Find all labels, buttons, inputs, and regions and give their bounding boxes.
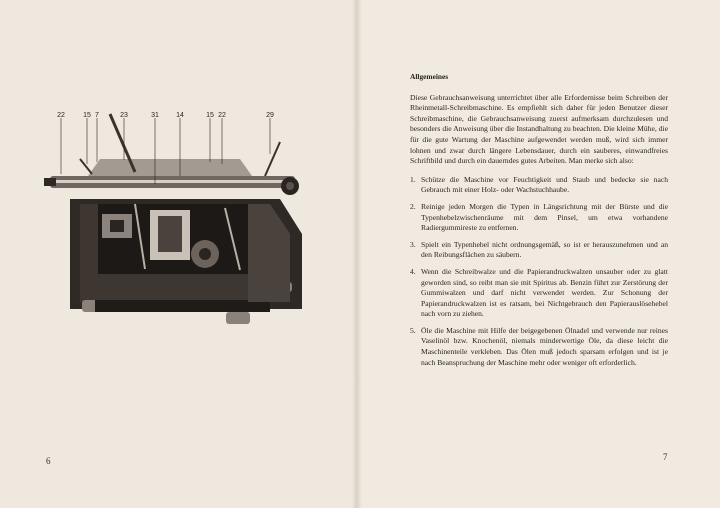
section-heading: Allgemeines — [410, 72, 449, 81]
callout-label: 15 — [83, 112, 91, 119]
list-item — [410, 240, 668, 261]
callout-label: 15 — [206, 112, 214, 119]
typewriter-drawing — [40, 104, 320, 334]
item-text: Wenn die Schreibwalze und die Papierandruckwalzen unsauber oder zu glatt geworden sind, so reibt man sie mit Spiritus ab. Benzin führt zur Zerstörung der Gummiwalzen und darf nicht verwendet werden. Zur Schonung der Papierandruckwalzen ist es ratsam, bei Nichtgebrauch den Papierauslösehebel nach vorn zu ziehen. — [421, 266, 668, 319]
callout-label: 22 — [218, 112, 226, 119]
typewriter-illustration — [40, 104, 320, 334]
item-text: Spielt ein Typenhebel nicht ordnungsgemäß, so ist er herauszunehmen und an den Reibungsflächen zu säubern. — [421, 239, 668, 260]
list-item — [410, 202, 668, 234]
left-page — [0, 0, 357, 508]
item-number: 2. — [410, 201, 416, 211]
text-column — [410, 72, 668, 374]
instruction-list — [410, 175, 668, 369]
item-number: 3. — [410, 239, 416, 249]
callout-label: 23 — [120, 112, 128, 119]
intro-paragraph: Diese Gebrauchsanweisung unterrichtet über alle Erfordernisse beim Schreiben der Rheinmetall-Schreibmaschine. Es empfiehlt sich daher für jeden Benutzer dieser Schreibmaschine, die Gebrauchsanweisung zuerst aufmerksam durchzulesen und besonders die Anweisung über die Instandhaltung zu beachten. Die kleine Mühe, die für die gute Wartung der Maschine aufgewendet werden muß, wird sich immer lohnen und zwar durch längere Lebensdauer, durch ein sauberes, einwandfreies Schriftbild und durch ein dauerndes gutes Arbeiten. Man merke sich also: — [410, 92, 668, 166]
callout-label: 22 — [57, 112, 65, 119]
callout-label: 7 — [95, 112, 99, 119]
list-item — [410, 267, 668, 320]
item-text: Reinige jeden Morgen die Typen in Längsrichtung mit der Bürste und die Typenhebelzwischenräume mit dem Pinsel, um etwa vorhandene Radiergummireste zu entfernen. — [421, 201, 668, 233]
callout-label: 29 — [266, 112, 274, 119]
item-text: Schütze die Maschine vor Feuchtigkeit und Staub und bedecke sie nach Gebrauch mit einer Holz- oder Wachstuchhaube. — [421, 174, 668, 195]
item-text: Öle die Maschine mit Hilfe der beigegebenen Ölnadel und verwende nur reines Vaselinöl bzw. Knochenöl, niemals minderwertige Öle, da diese leicht die Maschinenteile verkleben. Das Ölen muß jedoch sparsam erfolgen und ist je nach Beanspruchung der Maschine mehr oder weniger oft erforderlich. — [421, 325, 668, 367]
item-number: 4. — [410, 266, 416, 276]
book-gutter — [352, 0, 362, 508]
item-number: 1. — [410, 174, 416, 184]
callout-label: 31 — [151, 112, 159, 119]
item-number: 5. — [410, 325, 416, 335]
page-number-left: 6 — [46, 456, 51, 466]
callout-label: 14 — [176, 112, 184, 119]
page-number-right: 7 — [663, 452, 668, 462]
list-item — [410, 175, 668, 196]
list-item — [410, 326, 668, 368]
